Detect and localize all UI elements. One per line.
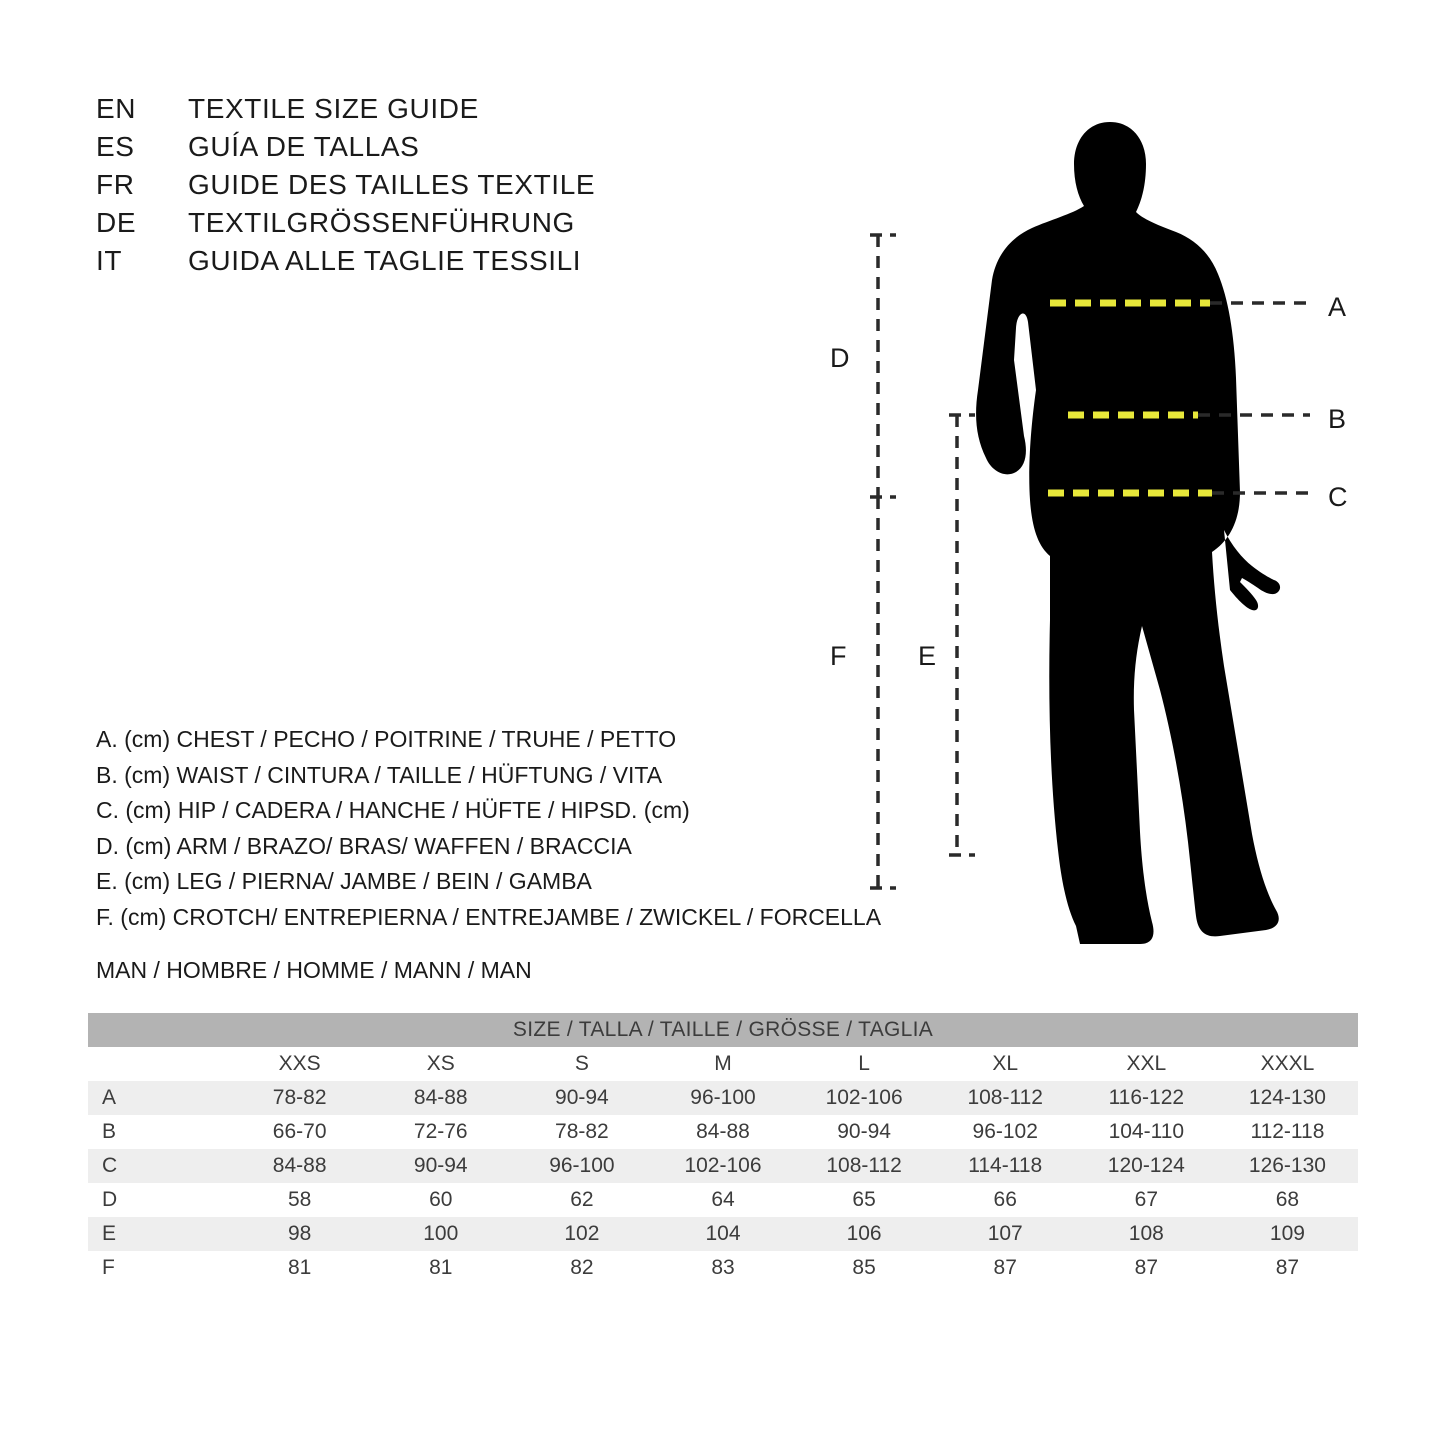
table-row (88, 1149, 1358, 1183)
cell-e-xs: 100 (370, 1217, 511, 1251)
cell-a-s: 90-94 (511, 1081, 652, 1115)
leg-measure-bracket (949, 415, 975, 855)
cell-c-xxl: 120-124 (1076, 1149, 1217, 1183)
gender-label: MAN / HOMBRE / HOMME / MANN / MAN (96, 957, 532, 983)
cell-d-s: 62 (511, 1183, 652, 1217)
marker-label-e: E (918, 641, 937, 671)
row-label-e: E (88, 1217, 229, 1251)
size-header-l: L (794, 1047, 935, 1081)
title-text: GUÍA DE TALLAS (188, 131, 420, 162)
cell-b-xxxl: 112-118 (1217, 1115, 1358, 1149)
legend-item-b: B. (cm) WAIST / CINTURA / TAILLE / HÜFTUNG / VITA (96, 761, 663, 788)
cell-b-s: 78-82 (511, 1115, 652, 1149)
cell-f-xs: 81 (370, 1251, 511, 1285)
marker-label-d: D (830, 343, 850, 373)
table-header-bar (88, 1013, 1358, 1047)
cell-a-xl: 108-112 (935, 1081, 1076, 1115)
cell-a-xxs: 78-82 (229, 1081, 370, 1115)
cell-d-l: 65 (794, 1183, 935, 1217)
cell-b-xxs: 66-70 (229, 1115, 370, 1149)
cell-f-l: 85 (794, 1251, 935, 1285)
marker-label-a: A (1328, 292, 1347, 322)
body-measurement-diagram (800, 60, 1400, 960)
title-block (96, 90, 696, 280)
cell-f-s: 82 (511, 1251, 652, 1285)
cell-c-xs: 90-94 (370, 1149, 511, 1183)
title-text: TEXTILGRÖSSENFÜHRUNG (188, 207, 575, 238)
title-lang-code: DE (96, 207, 137, 238)
row-label-a: A (88, 1081, 229, 1115)
cell-d-xxxl: 68 (1217, 1183, 1358, 1217)
table-row (88, 1251, 1358, 1285)
cell-e-xxl: 108 (1076, 1217, 1217, 1251)
cell-e-xxs: 98 (229, 1217, 370, 1251)
size-table (88, 1013, 1358, 1285)
title-row (96, 242, 696, 280)
cell-a-m: 96-100 (652, 1081, 793, 1115)
marker-label-f: F (830, 641, 847, 671)
cell-a-l: 102-106 (794, 1081, 935, 1115)
title-row (96, 90, 696, 128)
table-row (88, 1115, 1358, 1149)
title-lang-code: ES (96, 131, 135, 162)
title-row (96, 166, 696, 204)
size-header-s: S (511, 1047, 652, 1081)
cell-c-m: 102-106 (652, 1149, 793, 1183)
title-row (96, 128, 696, 166)
cell-e-m: 104 (652, 1217, 793, 1251)
row-label-c: C (88, 1149, 229, 1183)
cell-a-xs: 84-88 (370, 1081, 511, 1115)
size-table-wrapper (88, 1013, 1358, 1285)
row-label-b: B (88, 1115, 229, 1149)
cell-f-xxs: 81 (229, 1251, 370, 1285)
size-header-xxs: XXS (229, 1047, 370, 1081)
table-row (88, 1217, 1358, 1251)
table-row (88, 1081, 1358, 1115)
cell-e-l: 106 (794, 1217, 935, 1251)
measurement-legend (96, 722, 886, 935)
cell-b-m: 84-88 (652, 1115, 793, 1149)
cell-e-xl: 107 (935, 1217, 1076, 1251)
size-header-xxxl: XXXL (1217, 1047, 1358, 1081)
legend-item-a: A. (cm) CHEST / PECHO / POITRINE / TRUHE / PETTO (96, 726, 677, 752)
cell-f-xl: 87 (935, 1251, 1076, 1285)
row-label-d: D (88, 1183, 229, 1217)
table-row (88, 1183, 1358, 1217)
size-header-corner (88, 1047, 229, 1081)
cell-c-xxxl: 126-130 (1217, 1149, 1358, 1183)
cell-c-l: 108-112 (794, 1149, 935, 1183)
cell-c-xxs: 84-88 (229, 1149, 370, 1183)
title-text: TEXTILE SIZE GUIDE (188, 93, 479, 124)
row-label-f: F (88, 1251, 229, 1285)
legend-item-d: D. (cm) ARM / BRAZO/ BRAS/ WAFFEN / BRACCIA (96, 832, 632, 859)
cell-e-s: 102 (511, 1217, 652, 1251)
table-size-header-row (88, 1047, 1358, 1081)
size-header-xs: XS (370, 1047, 511, 1081)
cell-a-xxl: 116-122 (1076, 1081, 1217, 1115)
title-lang-code: IT (96, 245, 123, 276)
legend-item-e: E. (cm) LEG / PIERNA/ JAMBE / BEIN / GAMBA (96, 868, 592, 894)
table-header-label: SIZE / TALLA / TAILLE / GRÖSSE / TAGLIA (88, 1013, 1358, 1047)
cell-b-l: 90-94 (794, 1115, 935, 1149)
cell-a-xxxl: 124-130 (1217, 1081, 1358, 1115)
title-text: GUIDA ALLE TAGLIE TESSILI (188, 245, 582, 276)
cell-c-s: 96-100 (511, 1149, 652, 1183)
legend-item-f: F. (cm) CROTCH/ ENTREPIERNA / ENTREJAMBE / ZWICKEL / FORCELLA (96, 903, 882, 930)
marker-label-c: C (1328, 482, 1348, 512)
cell-b-xxl: 104-110 (1076, 1115, 1217, 1149)
title-lang-code: EN (96, 93, 137, 124)
size-header-xxl: XXL (1076, 1047, 1217, 1081)
cell-b-xs: 72-76 (370, 1115, 511, 1149)
cell-d-xxs: 58 (229, 1183, 370, 1217)
cell-d-xxl: 67 (1076, 1183, 1217, 1217)
man-silhouette-icon (976, 122, 1280, 944)
cell-b-xl: 96-102 (935, 1115, 1076, 1149)
size-header-xl: XL (935, 1047, 1076, 1081)
crotch-measure-bracket (870, 497, 896, 888)
cell-d-xl: 66 (935, 1183, 1076, 1217)
cell-f-xxxl: 87 (1217, 1251, 1358, 1285)
cell-f-xxl: 87 (1076, 1251, 1217, 1285)
cell-e-xxxl: 109 (1217, 1217, 1358, 1251)
arm-measure-bracket (870, 235, 896, 497)
cell-d-m: 64 (652, 1183, 793, 1217)
title-text: GUIDE DES TAILLES TEXTILE (188, 169, 596, 200)
marker-label-b: B (1328, 404, 1347, 434)
title-lang-code: FR (96, 169, 135, 200)
cell-f-m: 83 (652, 1251, 793, 1285)
legend-item-c: C. (cm) HIP / CADERA / HANCHE / HÜFTE / HIPSD. (cm) (96, 797, 690, 823)
size-header-m: M (652, 1047, 793, 1081)
title-row (96, 204, 696, 242)
cell-c-xl: 114-118 (935, 1149, 1076, 1183)
cell-d-xs: 60 (370, 1183, 511, 1217)
